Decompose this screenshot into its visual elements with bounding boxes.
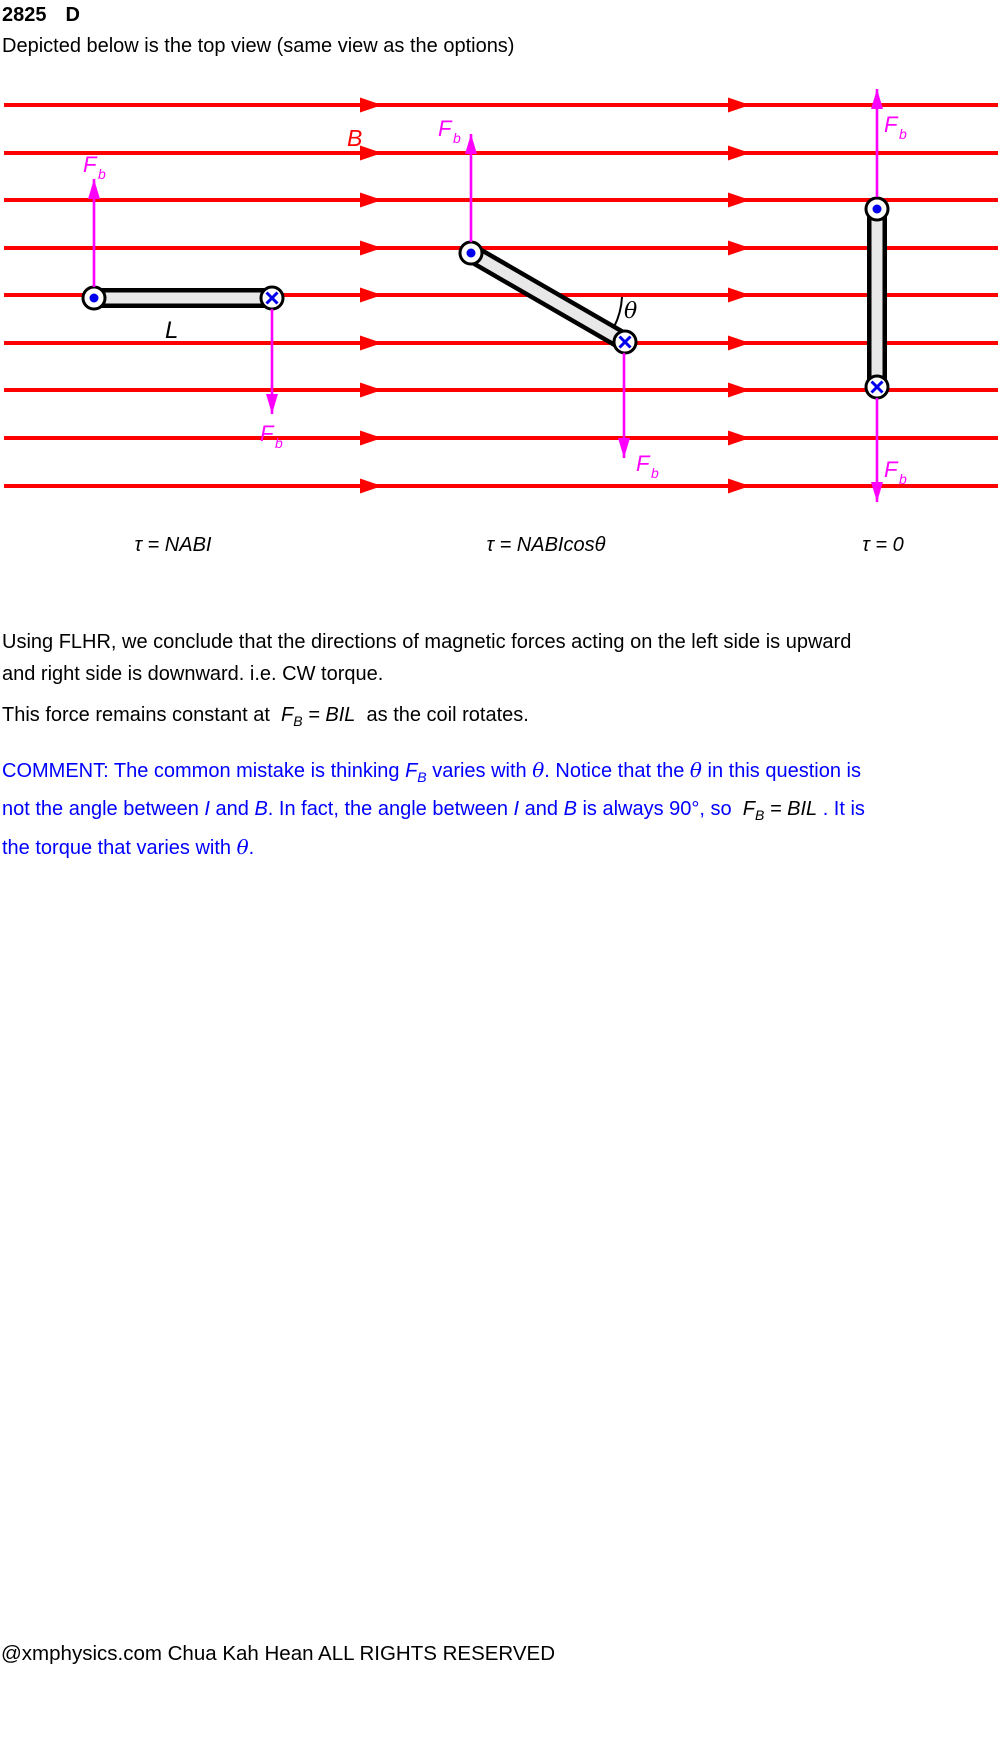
current-dot-icon (873, 205, 882, 214)
torque-equation-right: τ = 0 (862, 534, 904, 556)
field-direction-arrowhead-icon (360, 146, 382, 161)
field-direction-arrowhead-icon (360, 241, 382, 256)
force-label-subscript: b (899, 126, 907, 142)
text-run: . It is (817, 798, 865, 820)
force-arrowhead-icon (266, 394, 278, 414)
field-direction-arrowhead-icon (728, 383, 750, 398)
text-run: B (754, 807, 765, 823)
torque-equation-middle: τ = NABIcosθ (486, 534, 606, 556)
text-run: B (563, 798, 577, 820)
text-line (2, 793, 865, 831)
force-label: F (260, 421, 274, 446)
text-run: = (302, 704, 326, 726)
field-direction-arrowhead-icon (728, 479, 750, 494)
field-direction-arrowhead-icon (728, 193, 750, 208)
field-direction-arrowhead-icon (728, 336, 750, 351)
intro-text: Depicted below is the top view (same view as the options) (2, 35, 515, 57)
force-label-subscript: b (651, 465, 659, 481)
text-run: in this question is (701, 760, 861, 782)
text-run: F (281, 704, 294, 726)
text-run: . Notice that the (544, 760, 690, 782)
force-label: F (884, 112, 898, 137)
text-run: = (764, 798, 788, 820)
field-direction-arrowhead-icon (360, 479, 382, 494)
text-run: and (519, 798, 564, 820)
force-label-subscript: b (275, 435, 283, 451)
field-direction-arrowhead-icon (728, 431, 750, 446)
text-run: COMMENT: The common mistake is thinking (2, 760, 406, 782)
current-dot-icon (90, 294, 99, 303)
explanation-paragraph (2, 626, 851, 690)
field-direction-arrowhead-icon (360, 383, 382, 398)
text-line (2, 831, 865, 864)
question-id: 2825 (2, 4, 47, 26)
field-direction-arrowhead-icon (360, 336, 382, 351)
text-run: the torque that varies with (2, 837, 237, 859)
text-line (2, 699, 529, 737)
text-run: BIL (325, 704, 356, 726)
text-run: not the angle between (2, 798, 205, 820)
text-run: θ (236, 835, 249, 859)
angle-label: θ (624, 299, 638, 324)
force-label: F (884, 457, 898, 482)
text-line (2, 626, 851, 658)
conductor-body (471, 253, 625, 342)
text-run: This force remains constant at (2, 704, 282, 726)
force-label-subscript: b (899, 471, 907, 487)
field-direction-arrowhead-icon (360, 193, 382, 208)
angle-arc (614, 297, 622, 327)
text-run: θ (532, 758, 545, 782)
text-run: . In fact, the angle between (267, 798, 514, 820)
field-direction-arrowhead-icon (360, 288, 382, 303)
text-run: F (742, 798, 755, 820)
field-direction-arrowhead-icon (728, 98, 750, 113)
force-arrowhead-icon (871, 482, 883, 502)
text-run: is always 90°, so (576, 798, 743, 820)
force-label: F (636, 451, 650, 476)
force-arrowhead-icon (871, 89, 883, 109)
text-run: B (417, 769, 427, 785)
field-direction-arrowhead-icon (728, 288, 750, 303)
text-run: . (248, 837, 255, 859)
force-label: F (83, 152, 97, 177)
text-run: θ (689, 758, 702, 782)
field-direction-arrowhead-icon (360, 431, 382, 446)
length-label: L (165, 317, 179, 344)
field-diagram-svg (0, 0, 1001, 520)
force-constant-paragraph (2, 699, 529, 737)
text-run: B (293, 713, 303, 729)
field-direction-arrowhead-icon (360, 98, 382, 113)
torque-equation-left: τ = NABI (134, 534, 212, 556)
field-direction-arrowhead-icon (728, 146, 750, 161)
answer-letter: D (65, 4, 80, 26)
force-arrowhead-icon (88, 179, 100, 199)
text-run: Using FLHR, we conclude that the directions of magnetic forces acting on the left side is upward (2, 631, 852, 653)
text-run: F (405, 760, 418, 782)
copyright-footer: @xmphysics.com Chua Kah Hean ALL RIGHTS RESERVED (1, 1642, 556, 1665)
text-line (2, 658, 851, 690)
force-arrowhead-icon (618, 438, 630, 458)
force-label-subscript: b (453, 130, 461, 146)
force-arrowhead-icon (465, 134, 477, 154)
field-label: B (347, 125, 363, 151)
text-line (2, 754, 865, 793)
text-run: varies with (426, 760, 533, 782)
comment-paragraph (2, 754, 865, 864)
text-run: I (204, 798, 210, 820)
text-run: and right side is downward. i.e. CW torque. (2, 663, 384, 685)
text-run: BIL (787, 798, 818, 820)
field-direction-arrowhead-icon (728, 241, 750, 256)
text-run: and (209, 798, 255, 820)
text-run: B (254, 798, 268, 820)
force-label: F (438, 116, 452, 141)
text-run: I (513, 798, 520, 820)
current-dot-icon (467, 249, 476, 258)
force-label-subscript: b (98, 166, 106, 182)
text-run: as the coil rotates. (355, 704, 529, 726)
